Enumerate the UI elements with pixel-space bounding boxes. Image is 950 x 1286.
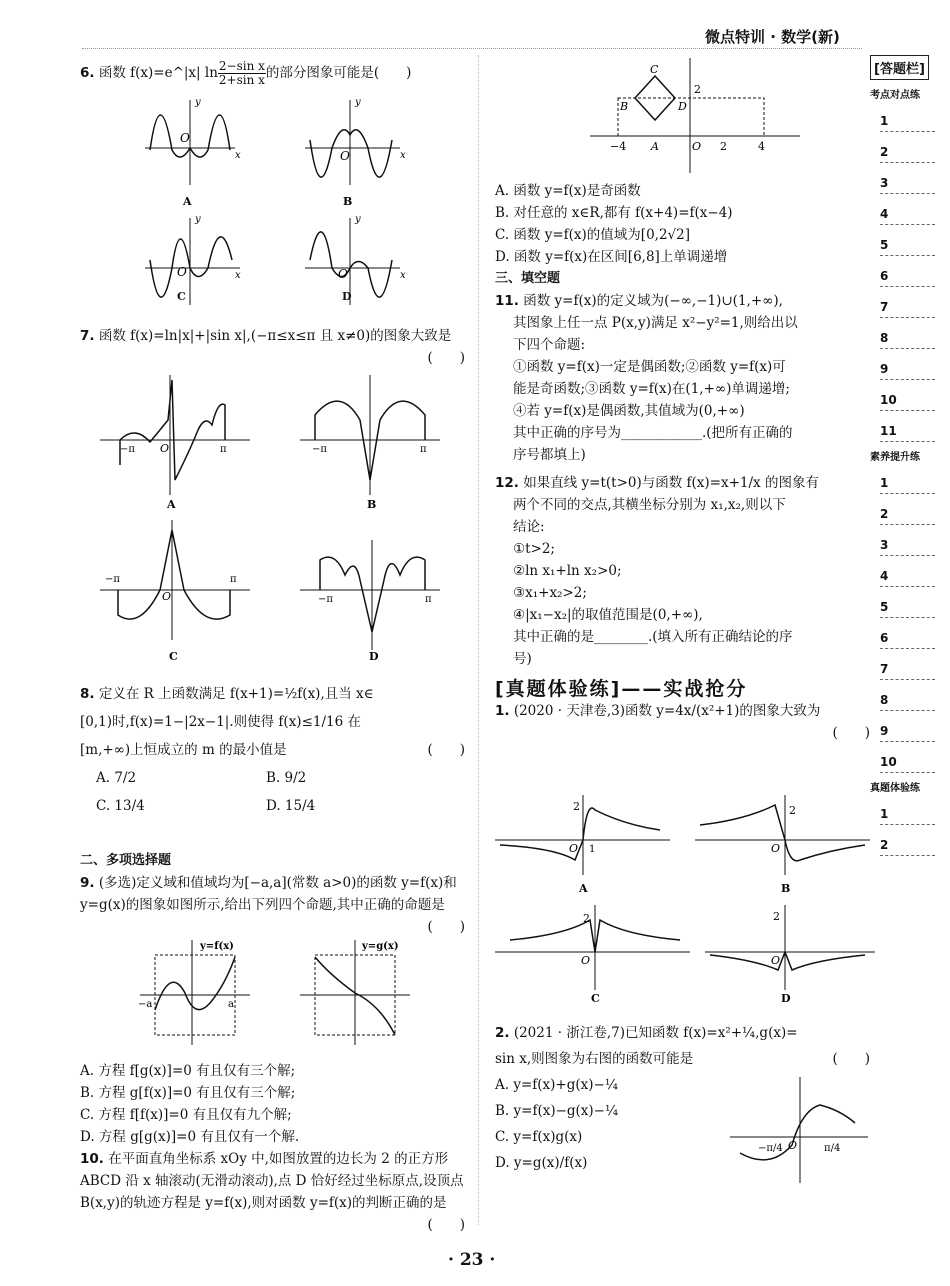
q8-options-row1: A. 7/2 B. 9/2 — [96, 770, 307, 786]
svg-text:O: O — [338, 267, 348, 281]
svg-text:x: x — [235, 150, 241, 161]
q7-graph-a — [100, 375, 250, 511]
svg-text:π: π — [230, 574, 237, 585]
q8-block — [80, 680, 465, 820]
svg-text:−π: −π — [318, 594, 333, 605]
svg-text:y: y — [355, 97, 361, 108]
q11-line3: ①函数 y=f(x)一定是偶函数;②函数 y=f(x)可 — [513, 359, 786, 375]
q9-graph-f — [138, 940, 250, 1045]
q12-line6: ④|x₁−x₂|的取值范围是(0,+∞), — [513, 607, 703, 623]
svg-text:O: O — [162, 590, 172, 603]
q12-line5: ③x₁+x₂>2; — [513, 585, 587, 601]
q12-line1: 两个不同的交点,其横坐标分别为 x₁,x₂,则以下 — [513, 497, 786, 513]
q6-graph-d — [305, 214, 406, 305]
svg-text:y: y — [355, 214, 361, 225]
svg-text:π/4: π/4 — [824, 1143, 841, 1154]
svg-text:B: B — [620, 100, 629, 113]
column-divider — [478, 55, 479, 1225]
q9-graph-g — [300, 940, 410, 1045]
svg-text:2: 2 — [694, 83, 701, 96]
answer-slot[interactable]: 4 — [880, 556, 935, 587]
r1-graph-a — [495, 795, 670, 895]
q12-line7: 其中正确的是________.(填入所有正确结论的序 — [513, 629, 793, 645]
r1-paren: ( ) — [832, 725, 870, 741]
answer-slot[interactable]: 1 — [880, 463, 935, 494]
svg-text:O: O — [340, 149, 350, 163]
svg-text:−π/4: −π/4 — [758, 1143, 783, 1154]
header-rule — [82, 48, 862, 49]
svg-text:A: A — [167, 498, 176, 511]
q12-line0: 12. 如果直线 y=t(t>0)与函数 f(x)=x+1/x 的图象有 — [495, 475, 819, 491]
q9-stem: 9. (多选)定义域和值域均为[−a,a](常数 a>0)的函数 y=f(x)和 y=g(x)的图象如图所示,给出下列四个命题,其中正确的命题是 ( ) — [80, 875, 465, 935]
answer-slot[interactable]: 2 — [880, 494, 935, 525]
svg-text:O: O — [177, 265, 187, 279]
svg-text:x: x — [235, 270, 241, 281]
svg-text:−4: −4 — [610, 140, 627, 153]
q9-option-a: A. 方程 f[g(x)]=0 有且仅有三个解; — [80, 1063, 296, 1079]
q10-option-a: A. 函数 y=f(x)是奇函数 — [495, 183, 641, 199]
answer-sidebar — [870, 55, 940, 856]
q7-graph-b — [300, 375, 440, 511]
svg-text:a: a — [228, 999, 234, 1010]
q7-block — [80, 325, 465, 369]
answer-slot[interactable]: 9 — [880, 349, 935, 380]
r2-option-b: B. y=f(x)−g(x)−¼ — [495, 1103, 619, 1119]
q8-options-row2: C. 13/4 D. 15/4 — [96, 798, 316, 814]
q9-option-d: D. 方程 g[g(x)]=0 有且仅有一个解. — [80, 1129, 300, 1145]
answer-slot[interactable]: 6 — [880, 256, 935, 287]
q12-line4: ②ln x₁+ln x₂>0; — [513, 563, 622, 579]
answer-slot[interactable]: 2 — [880, 132, 935, 163]
q9-option-b: B. 方程 g[f(x)]=0 有且仅有三个解; — [80, 1085, 296, 1101]
svg-text:O: O — [771, 954, 781, 967]
svg-text:D: D — [369, 650, 379, 663]
right-column — [495, 180, 870, 744]
q11-line0: 11. 函数 y=f(x)的定义域为(−∞,−1)∪(1,+∞), — [495, 293, 783, 309]
svg-text:−π: −π — [312, 444, 327, 455]
q6-graph-a — [145, 97, 241, 208]
q6-stem: 6. 函数 f(x)=e^|x| ln $\frac{\text{2−sin x}}{\text{2+sin x}}$ 的部分图象可能是( ) — [80, 59, 412, 87]
r1-graph-d — [705, 905, 875, 1005]
page-header-title: 微点特训 · 数学(新) — [705, 28, 840, 46]
answer-slot[interactable]: 10 — [880, 380, 935, 411]
q9-options — [80, 1060, 465, 1236]
svg-text:π: π — [420, 444, 427, 455]
svg-text:B: B — [781, 882, 791, 895]
q11-line5: ④若 y=f(x)是偶函数,其值域为(0,+∞) — [513, 403, 745, 419]
answer-slot[interactable]: 9 — [880, 711, 935, 742]
answer-slot[interactable]: 4 — [880, 194, 935, 225]
svg-text:O: O — [692, 140, 702, 153]
q11-line7: 序号都填上) — [513, 447, 586, 463]
q11-line1: 其图象上任一点 P(x,y)满足 x²−y²=1,则给出以 — [513, 315, 798, 331]
svg-text:−π: −π — [105, 574, 120, 585]
svg-text:−π: −π — [120, 444, 135, 455]
svg-text:O: O — [771, 842, 781, 855]
svg-text:C: C — [169, 650, 178, 663]
svg-text:y=g(x): y=g(x) — [362, 941, 399, 952]
svg-text:A: A — [651, 140, 659, 153]
section-banner: [真题体验练]——实战抢分 — [495, 678, 748, 700]
answer-slot[interactable]: 10 — [880, 742, 935, 773]
r1-graph-c — [495, 905, 690, 1005]
q8-line3: [m,+∞)上恒成立的 m 的最小值是 ( ) — [80, 742, 465, 758]
svg-text:1: 1 — [589, 844, 596, 855]
page-number: · 23 · — [448, 1250, 496, 1270]
sidebar-group-3: 真题体验练 — [870, 783, 920, 794]
svg-text:x: x — [400, 150, 406, 161]
sidebar-group-1: 考点对点练 — [870, 90, 920, 101]
r1-graph-b — [695, 795, 870, 895]
svg-text:C: C — [591, 992, 600, 1005]
left-column — [80, 60, 465, 87]
answer-slot[interactable]: 7 — [880, 649, 935, 680]
svg-text:y: y — [195, 214, 201, 225]
answer-slot[interactable]: 3 — [880, 163, 935, 194]
answer-slot[interactable]: 7 — [880, 287, 935, 318]
svg-text:O: O — [581, 954, 591, 967]
answer-slot[interactable]: 5 — [880, 225, 935, 256]
q7-graph-d — [300, 540, 440, 663]
svg-text:O: O — [569, 842, 579, 855]
q12-line8: 号) — [513, 651, 532, 667]
svg-text:O: O — [160, 442, 170, 455]
r2-option-c: C. y=f(x)g(x) — [495, 1129, 583, 1145]
q10-option-b: B. 对任意的 x∈R,都有 f(x+4)=f(x−4) — [495, 205, 733, 221]
svg-text:A: A — [579, 882, 588, 895]
q7-stem: 7. 函数 f(x)=ln|x|+|sin x|,(−π≤x≤π 且 x≠0)的图象大致是 ( ) — [80, 328, 465, 366]
svg-text:2: 2 — [720, 140, 727, 153]
q6-a-origin: O — [180, 131, 190, 145]
svg-text:x: x — [400, 270, 406, 281]
q11-line2: 下四个命题: — [513, 337, 586, 353]
svg-text:y=f(x): y=f(x) — [200, 941, 234, 952]
answer-slot[interactable]: 2 — [880, 825, 935, 856]
svg-text:A: A — [183, 195, 192, 208]
svg-text:y: y — [195, 97, 201, 108]
answer-slot[interactable]: 1 — [880, 101, 935, 132]
svg-text:−a: −a — [138, 999, 153, 1010]
q6-graph-c — [145, 214, 241, 305]
svg-text:D: D — [678, 100, 687, 113]
q11-line4: 能是奇函数;③函数 y=f(x)在(1,+∞)单调递增; — [513, 381, 790, 397]
r2-line2: sin x,则图象为右图的函数可能是 ( ) — [495, 1051, 870, 1067]
q9-option-c: C. 方程 f[f(x)]=0 有且仅有九个解; — [80, 1107, 292, 1123]
sidebar-title: [答题栏] — [870, 55, 929, 80]
q12-line2: 结论: — [513, 519, 545, 535]
svg-text:2: 2 — [773, 910, 780, 923]
section-multi-choice: 二、多项选择题 — [80, 853, 172, 868]
q10-option-d: D. 函数 y=f(x)在区间[6,8]上单调递增 — [495, 249, 728, 265]
r1-graphs — [495, 790, 875, 1010]
q6-graphs — [80, 90, 465, 310]
answer-slot[interactable]: 3 — [880, 525, 935, 556]
svg-text:D: D — [781, 992, 791, 1005]
svg-text:π: π — [220, 444, 227, 455]
q10-stem: 10. 在平面直角坐标系 xOy 中,如图放置的边长为 2 的正方形 ABCD 沿 x 轴滚动(无滑动滚动),点 D 恰好经过坐标原点,设顶点 B(x,y)的轨迹方程是 y=f(x),则对函数 y=f(x)的判断正确的是 ( ) — [80, 1151, 465, 1233]
svg-text:2: 2 — [789, 804, 796, 817]
q8-line1: 8. 定义在 R 上函数满足 f(x+1)=½f(x),且当 x∈ — [80, 686, 374, 702]
r2-line1: 2. (2021 · 浙江卷,7)已知函数 f(x)=x²+¼,g(x)= — [495, 1025, 798, 1041]
r2-option-d: D. y=g(x)/f(x) — [495, 1155, 588, 1171]
q7-graph-c — [100, 520, 250, 663]
svg-text:2: 2 — [573, 800, 580, 813]
section-fill-in: 三、填空题 — [495, 271, 561, 286]
svg-text:O: O — [788, 1139, 798, 1152]
answer-slot[interactable]: 11 — [880, 411, 935, 442]
svg-text:B: B — [367, 498, 377, 511]
q6-graph-b — [305, 97, 406, 208]
q8-line2: [0,1)时,f(x)=1−|2x−1|.则使得 f(x)≤1/16 在 — [80, 714, 361, 730]
svg-text:C: C — [650, 63, 659, 76]
answer-slot[interactable]: 1 — [880, 794, 935, 825]
svg-text:2: 2 — [583, 912, 590, 925]
q7-graphs — [80, 370, 465, 670]
r1-stem: 1. (2020 · 天津卷,3)函数 y=4x/(x²+1)的图象大致为 — [495, 703, 821, 719]
r2-option-a: A. y=f(x)+g(x)−¼ — [495, 1077, 618, 1093]
svg-text:4: 4 — [758, 140, 765, 153]
svg-text:B: B — [343, 195, 353, 208]
q6-label-c: C — [177, 290, 186, 303]
svg-text:π: π — [425, 594, 432, 605]
q10-option-c: C. 函数 y=f(x)的值域为[0,2√2] — [495, 227, 690, 243]
q10-figure — [590, 58, 810, 178]
answer-slot[interactable]: 8 — [880, 318, 935, 349]
r2-figure — [730, 1075, 870, 1185]
q6-label-d: D — [342, 290, 352, 303]
answer-slot[interactable]: 5 — [880, 587, 935, 618]
answer-slot[interactable]: 8 — [880, 680, 935, 711]
sidebar-group-2: 素养提升练 — [870, 452, 920, 463]
answer-slot[interactable]: 6 — [880, 618, 935, 649]
q9-block — [80, 850, 465, 938]
q11-line6: 其中正确的序号为____________.(把所有正确的 — [513, 425, 793, 441]
q12-line3: ①t>2; — [513, 541, 555, 557]
q9-graphs — [130, 935, 460, 1055]
